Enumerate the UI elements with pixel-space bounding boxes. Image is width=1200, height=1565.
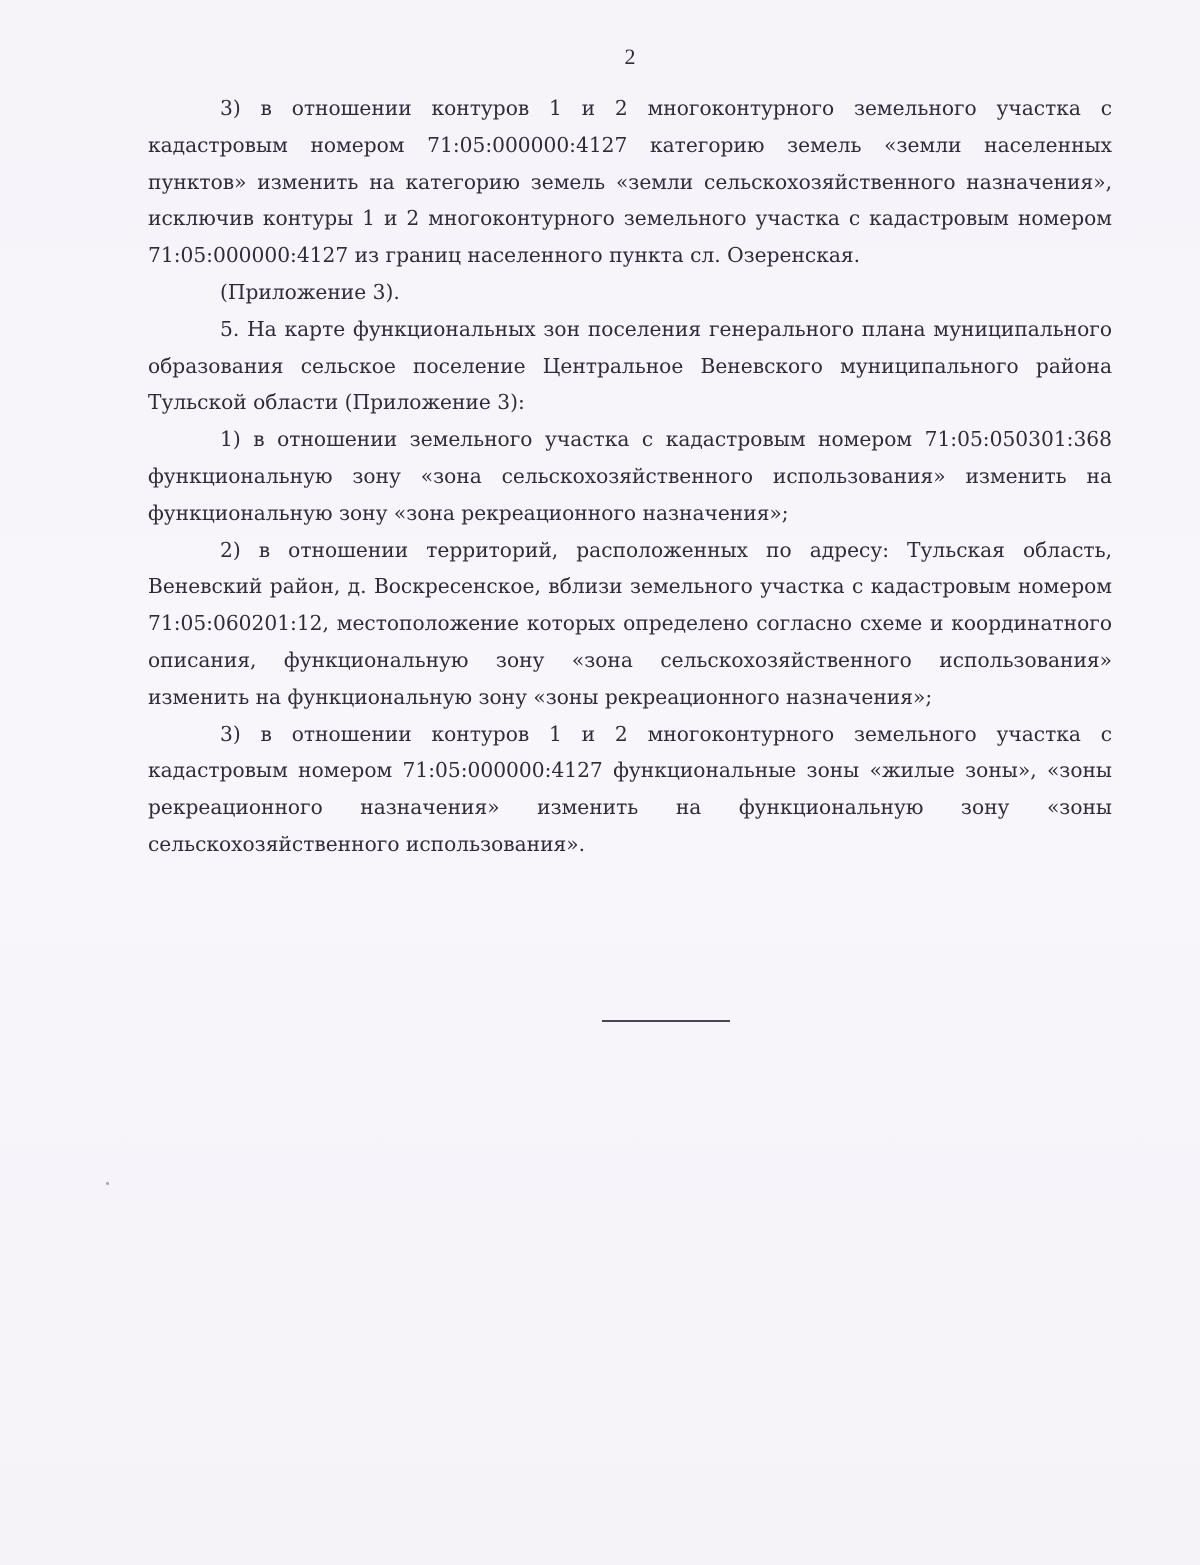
paragraph-subitem-2: 2) в отношении территорий, расположенных по адресу: Тульская область, Веневский район, д. Воскресенское, вблизи земельного участка с кадастровым номером 71:05:060201:12, местоположение которых определено согласно схеме и координатного описания, функциональную зону «зона сельскохозяйственного использования» изменить на функциональную зону «зоны рекреационного назначения»;: [148, 537, 1112, 709]
scan-speck: [106, 1182, 109, 1185]
paragraph-subitem-1: 1) в отношении земельного участка с кадастровым номером 71:05:050301:368 функциональную зону «зона сельскохозяйственного использования» изменить на функциональную зону «зона рекреационного назначения»;: [148, 427, 1112, 525]
paragraph-appendix-ref: (Приложение 3).: [220, 279, 400, 304]
paragraph-subitem-3: 3) в отношении контуров 1 и 2 многоконтурного земельного участка с кадастровым номером 71:05:000000:4127 функциональные зоны «жилые зоны», «зоны рекреационного назначения» изменить на функциональную зону «зоны сельскохозяйственного использования».: [148, 721, 1112, 856]
document-body: [148, 90, 1112, 863]
paragraph-item-3-land-category: 3) в отношении контуров 1 и 2 многоконтурного земельного участка с кадастровым номером 71:05:000000:4127 категорию земель «земли населенных пунктов» изменить на категорию земель «земли сельскохозяйственного назначения», исключив контуры 1 и 2 многоконтурного земельного участка с кадастровым номером 71:05:000000:4127 из границ населенного пункта сл. Озеренская.: [148, 96, 1112, 268]
end-divider-line: [602, 1020, 730, 1022]
paragraph-section-5: 5. На карте функциональных зон поселения генерального плана муниципального образования сельское поселение Центральное Веневского муниципального района Тульской области (Приложение 3):: [148, 316, 1112, 415]
page-number: 2: [624, 44, 636, 69]
